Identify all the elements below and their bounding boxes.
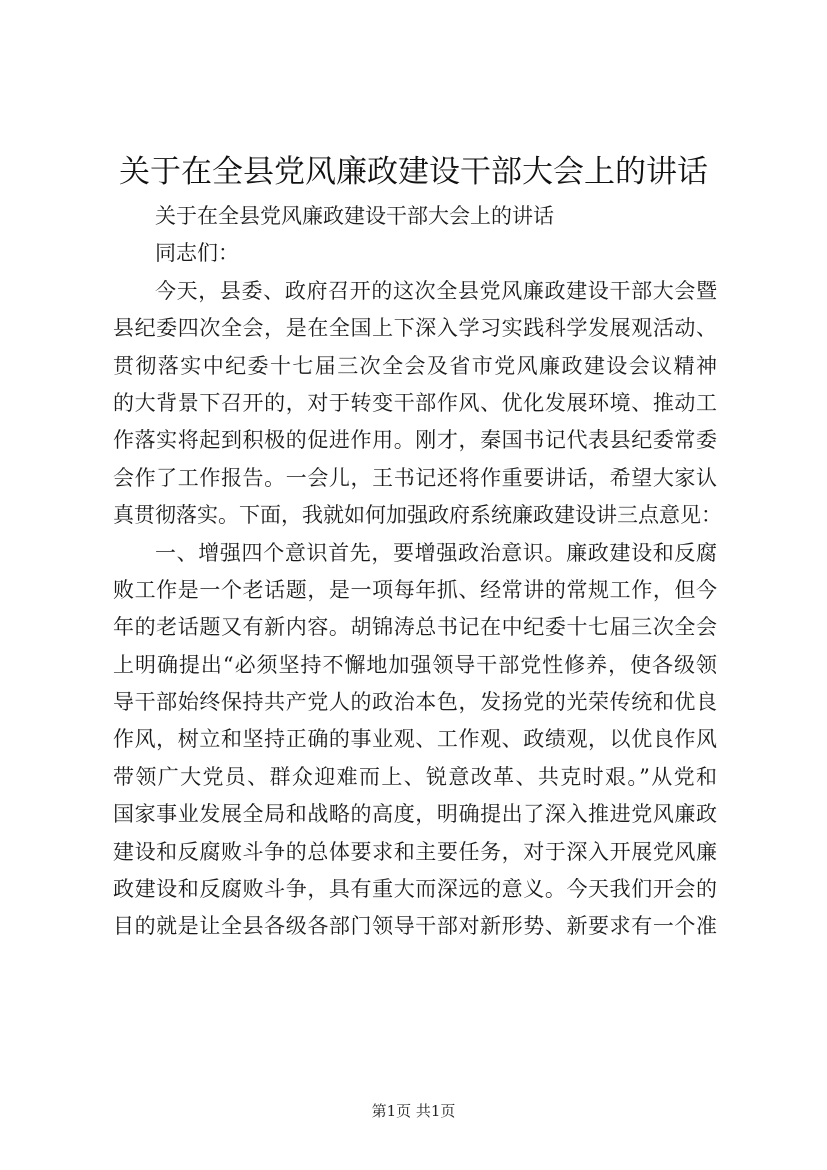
text-line: 一、增强四个意识首先，要增强政治意识。廉政建设和反腐 xyxy=(155,540,717,565)
document-title: 关于在全县党风廉政建设干部大会上的讲话 xyxy=(119,154,708,190)
text-line: 贯彻落实中纪委十七届三次全会及省市党风廉政建设会议精神 xyxy=(113,353,717,378)
text-line: 目的就是让全县各级各部门领导干部对新形势、新要求有一个准 xyxy=(113,914,717,939)
text-line: 作风，树立和坚持正确的事业观、工作观、政绩观，以优良作风 xyxy=(113,727,717,752)
text-line: 上明确提出“必须坚持不懈地加强领导干部党性修养，使各级领 xyxy=(113,652,717,677)
text-line: 年的老话题又有新内容。胡锦涛总书记在中纪委十七届三次全会 xyxy=(113,615,717,640)
page-footer: 第1页 共1页 xyxy=(371,1102,456,1120)
text-line: 的大背景下召开的，对于转变干部作风、优化发展环境、推动工 xyxy=(113,390,717,415)
text-line: 政建设和反腐败斗争，具有重大而深远的意义。今天我们开会的 xyxy=(113,877,717,902)
text-line: 建设和反腐败斗争的总体要求和主要任务，对于深入开展党风廉 xyxy=(113,839,717,864)
text-line: 会作了工作报告。一会儿，王书记还将作重要讲话，希望大家认 xyxy=(113,465,717,490)
text-line: 导干部始终保持共产党人的政治本色，发扬党的光荣传统和优良 xyxy=(113,690,717,715)
text-line: 作落实将起到积极的促进作用。刚才，秦国书记代表县纪委常委 xyxy=(113,428,717,453)
text-line: 县纪委四次全会，是在全国上下深入学习实践科学发展观活动、 xyxy=(113,316,717,341)
text-line: 败工作是一个老话题，是一项每年抓、经常讲的常规工作，但今 xyxy=(113,577,717,602)
document-body xyxy=(113,198,722,946)
text-line: 关于在全县党风廉政建设干部大会上的讲话 xyxy=(155,204,554,228)
text-line: 同志们： xyxy=(155,241,239,266)
text-line: 真贯彻落实。下面，我就如何加强政府系统廉政建设讲三点意见： xyxy=(113,503,722,528)
text-line: 带领广大党员、群众迎难而上、锐意改革、共克时艰。”从党和 xyxy=(113,764,717,789)
text-line: 今天，县委、政府召开的这次全县党风廉政建设干部大会暨 xyxy=(155,278,717,303)
text-line: 国家事业发展全局和战略的高度，明确提出了深入推进党风廉政 xyxy=(113,802,717,827)
